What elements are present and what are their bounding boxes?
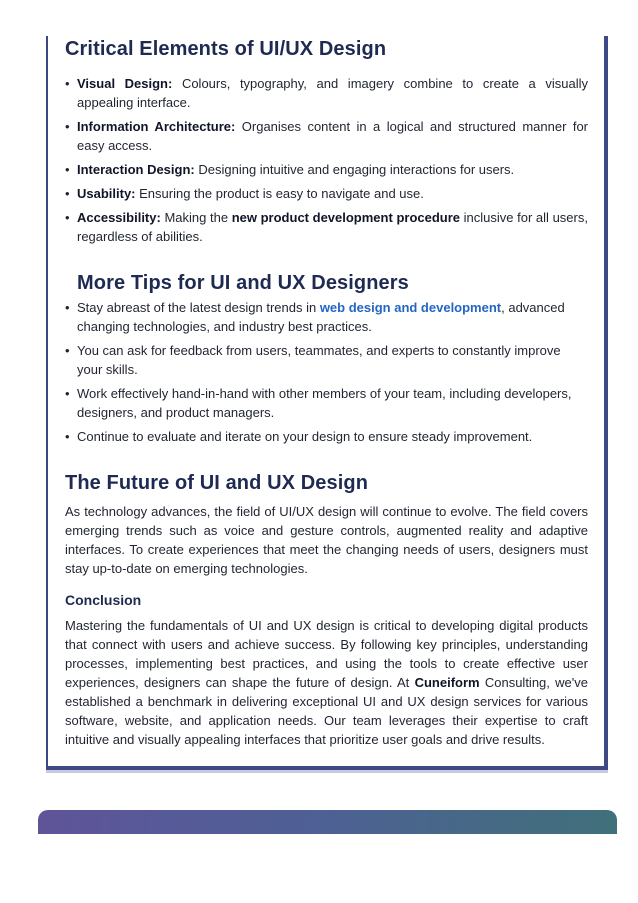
bullet-icon: •: [65, 76, 70, 91]
critical-elements-list: [65, 74, 588, 251]
item-label: Interaction Design:: [77, 162, 195, 177]
list-item: [65, 298, 588, 336]
item-text: Work effectively hand-in-hand with other members of your team, including developers, designers, and product managers.: [77, 386, 572, 420]
list-item: [65, 74, 588, 112]
item-text: , advanced changing technologies, and industry best practices.: [77, 300, 565, 334]
bullet-icon: •: [65, 300, 70, 315]
list-item: [65, 160, 588, 179]
item-label: Visual Design:: [77, 76, 173, 91]
footer-bar: [38, 810, 617, 834]
future-paragraph: As technology advances, the field of UI/UX design will continue to evolve. The field covers emerging trends such as voice and gesture controls, augmented reality and adaptive interfaces. To create experiences that meet the changing needs of users, designers must stay up-to-date on emerging technologies.: [65, 504, 588, 576]
item-text: Continue to evaluate and iterate on your design to ensure steady improvement.: [77, 429, 533, 444]
list-item: [65, 427, 588, 446]
item-emphasis: new product development procedure: [231, 210, 461, 225]
tips-list: [65, 298, 588, 451]
list-item: [65, 341, 588, 379]
item-label: Information Architecture:: [77, 119, 236, 134]
item-text: Organises content in a logical and structured manner for easy access.: [77, 119, 588, 153]
item-text: Stay abreast of the latest design trends in: [77, 300, 320, 315]
section-title-more-tips: More Tips for UI and UX Designers: [77, 272, 409, 294]
item-text: inclusive for all users, regardless of abilities.: [77, 210, 588, 244]
item-text: You can ask for feedback from users, teammates, and experts to constantly improve your skills.: [77, 343, 561, 377]
bullet-icon: •: [65, 162, 70, 177]
item-text: Colours, typography, and imagery combine to create a visually appealing interface.: [77, 76, 589, 110]
bullet-icon: •: [65, 343, 70, 358]
bullet-icon: •: [65, 386, 70, 401]
section-title-future: The Future of UI and UX Design: [65, 472, 369, 494]
list-item: [65, 384, 588, 422]
conclusion-text: Consulting, we've established a benchmark in delivering exceptional UI and UX design services for various software, website, and application needs. Our team leverages their expertise to craft intuitive and visually appealing interfaces that prioritize user goals and drive results.: [65, 675, 588, 747]
item-text: Ensuring the product is easy to navigate and use.: [135, 186, 424, 201]
list-item: [65, 208, 588, 246]
web-design-link[interactable]: web design and development: [319, 300, 502, 315]
item-label: Usability:: [77, 186, 136, 201]
list-item: [65, 184, 588, 203]
list-item: [65, 117, 588, 155]
content-card: [46, 36, 608, 770]
conclusion-paragraph: [65, 616, 588, 749]
bullet-icon: •: [65, 210, 70, 225]
bullet-icon: •: [65, 186, 70, 201]
conclusion-heading: Conclusion: [65, 592, 142, 608]
brand-name: Cuneiform: [414, 675, 480, 690]
conclusion-text: Mastering the fundamentals of UI and UX design is critical to developing digital products that connect with users and achieve success. By following key principles, understanding processes, implementing best practices, and using the tools to create effective user experiences, designers can shape the future of design. At: [65, 618, 588, 690]
item-text: Making the: [160, 210, 232, 225]
bullet-icon: •: [65, 429, 70, 444]
item-text: Designing intuitive and engaging interactions for users.: [194, 162, 515, 177]
section-title-critical-elements: Critical Elements of UI/UX Design: [65, 38, 387, 60]
bullet-icon: •: [65, 119, 70, 134]
item-label: Accessibility:: [77, 210, 161, 225]
